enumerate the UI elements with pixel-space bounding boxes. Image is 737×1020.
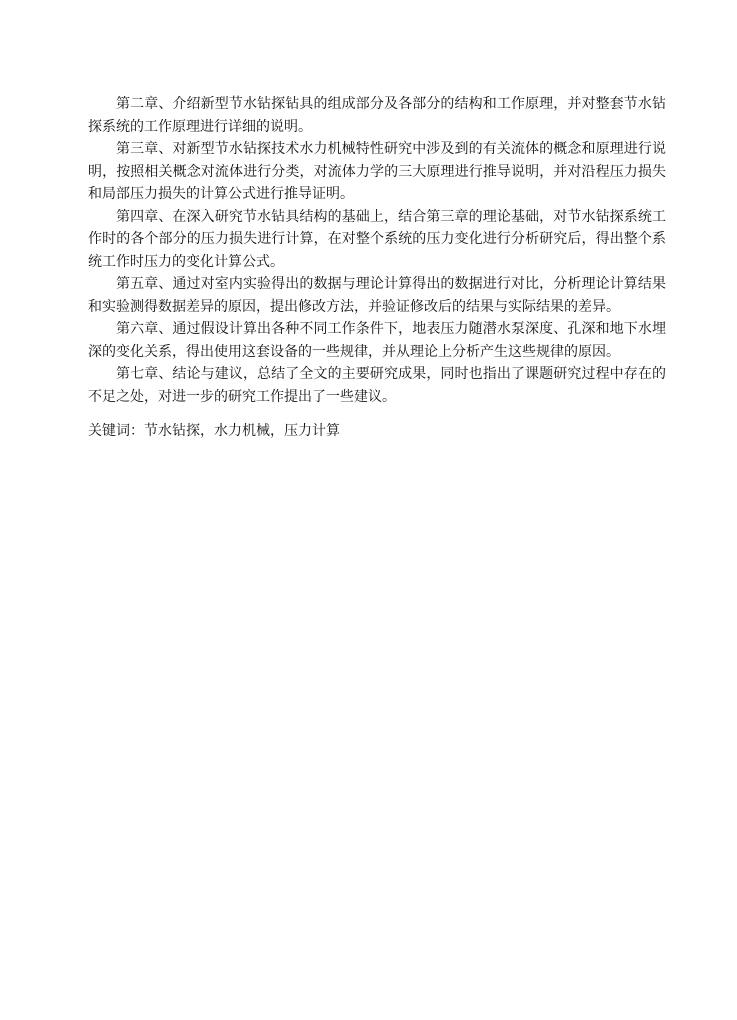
paragraph-chapter-5: 第五章、通过对室内实验得出的数据与理论计算得出的数据进行对比，分析理论计算结果和实验测得数据差异的原因，提出修改方法，并验证修改后的结果与实际结果的差异。 bbox=[88, 276, 666, 315]
paragraph-chapter-4: 第四章、在深入研究节水钻具结构的基础上，结合第三章的理论基础，对节水钻探系统工作时的各个部分的压力损失进行计算，在对整个系统的压力变化进行分析研究后，得出整个系统工作时压力的变化计算公式。 bbox=[88, 208, 666, 270]
keywords-line: 关键词：节水钻探，水力机械，压力计算 bbox=[88, 423, 340, 439]
paragraph-chapter-2: 第二章、介绍新型节水钻探钻具的组成部分及各部分的结构和工作原理，并对整套节水钻探系统的工作原理进行详细的说明。 bbox=[88, 96, 666, 135]
paragraph-chapter-6: 第六章、通过假设计算出各种不同工作条件下，地表压力随潜水泵深度、孔深和地下水埋深的变化关系，得出使用这套设备的一些规律，并从理论上分析产生这些规律的原因。 bbox=[88, 321, 666, 360]
paragraph-chapter-7: 第七章、结论与建议，总结了全文的主要研究成果，同时也指出了课题研究过程中存在的不足之处，对进一步的研究工作提出了一些建议。 bbox=[88, 366, 666, 405]
document-page bbox=[88, 93, 666, 443]
paragraph-chapter-3: 第三章、对新型节水钻探技术水力机械特性研究中涉及到的有关流体的概念和原理进行说明，按照相关概念对流体进行分类，对流体力学的三大原理进行推导说明，并对沿程压力损失和局部压力损失的计算公式进行推导证明。 bbox=[88, 141, 666, 202]
